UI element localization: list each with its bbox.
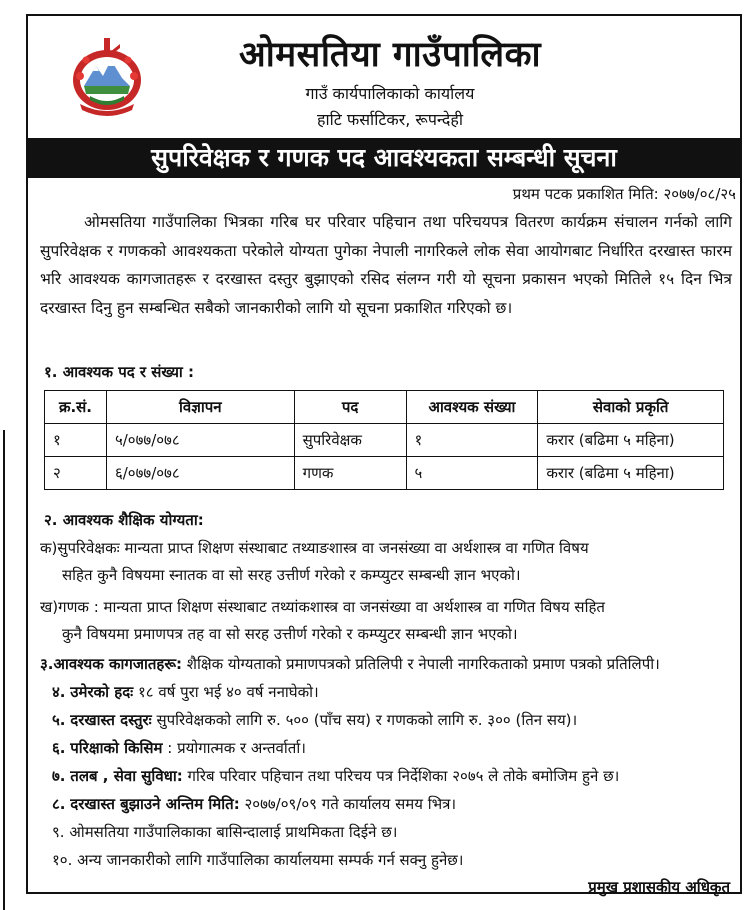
item-label: आवश्यक कागजातहरू: bbox=[53, 655, 183, 673]
page-edge-divider bbox=[3, 430, 5, 910]
item-text: सुपरिवेक्षकको लागि रु. ५०० (पाँच सय) र गणकको लागि रु. ३०० (तिन सय)। bbox=[151, 711, 578, 729]
notice-title-banner: सुपरिवेक्षक र गणक पद आवश्यकता सम्बन्धी सूचना bbox=[26, 138, 742, 178]
item-label: परिक्षाको किसिम bbox=[70, 739, 163, 757]
intro-text: ओमसतिया गाउँपालिका भित्रका गरिब घर परिवार पहिचान तथा परिचयपत्र वितरण कार्यक्रम संचालन गर्नको लागि सुपरिवेक्षक र गणकको आवश्यकता परेकोले योग्यता पुगेका नेपाली नागरिकले लोक सेवा आयोगबाट निर्धारित दरखास्त फारम भरि आवश्यक कागजातहरू र दरखास्त दस्तुर बुझाएको रसिद संलग्न गरी यो सूचना प्रकासन भएको मितिले १५ दिन भित्र दरखास्त दिनु हुन सम्बन्धित सबैको जानकारीको लागि यो सूचना प्रकाशित गरिएको छ। bbox=[40, 213, 732, 317]
item-text: २०७७/०९/०९ गते कार्यालय समय भित्र। bbox=[239, 795, 457, 813]
item-label: दरखास्त दस्तुरः bbox=[70, 711, 152, 729]
item-text: अन्य जानकारीको लागि गाउँपालिका कार्यालयमा सम्पर्क गर्न सक्नु हुनेछ। bbox=[77, 851, 464, 869]
office-address: हाटि फर्साटिकर, रूपन्देही bbox=[316, 110, 464, 129]
list-item bbox=[40, 654, 730, 674]
col-header-service-type: सेवाको प्रकृति bbox=[538, 391, 724, 424]
qualification-label: क) bbox=[40, 539, 58, 557]
cell-service-type: करार (बढिमा ५ महिना) bbox=[538, 457, 724, 490]
list-item bbox=[52, 850, 742, 870]
item-text: गरिब परिवार पहिचान तथा परिचय पत्र निर्देशिका २०७५ ले तोके बमोजिम हुने छ। bbox=[182, 767, 620, 785]
nepal-emblem-icon bbox=[70, 34, 144, 118]
item-label: तलब , सेवा सुविधा: bbox=[70, 767, 183, 785]
intro-paragraph bbox=[40, 208, 732, 322]
qualification-line: सहित कुनै विषयमा स्नातक वा सो सरह उत्तीर्ण गरेको र कम्प्युटर सम्बन्धी ज्ञान भएको। bbox=[62, 566, 521, 584]
cell-serial: १ bbox=[45, 424, 107, 457]
item-label: दरखास्त बुझाउने अन्तिम मिति: bbox=[70, 795, 240, 813]
cell-required-count: ५ bbox=[406, 457, 538, 490]
list-item bbox=[52, 682, 742, 702]
cell-required-count: १ bbox=[406, 424, 538, 457]
list-item bbox=[52, 738, 742, 758]
item-text: १८ वर्ष पुरा भई ४० वर्ष ननाघेको। bbox=[133, 683, 319, 701]
list-item bbox=[52, 794, 742, 814]
col-header-post: पद bbox=[294, 391, 406, 424]
cell-advertisement: ६/०७७/०७८ bbox=[106, 457, 294, 490]
cell-service-type: करार (बढिमा ५ महिना) bbox=[538, 424, 724, 457]
list-item bbox=[52, 822, 742, 842]
posts-table bbox=[44, 390, 724, 490]
qualification-line: कुनै विषयमा प्रमाणपत्र तह वा सो सरह उत्तीर्ण गरेको र कम्प्युटर सम्बन्धी ज्ञान भएको। bbox=[62, 625, 518, 643]
item-number: ७. bbox=[52, 767, 66, 785]
publish-date: प्रथम पटक प्रकाशित मिति: २०७७/०८/२५ bbox=[512, 185, 736, 203]
item-number: १०. bbox=[52, 851, 73, 869]
qualification-line: सुपरिवेक्षकः मान्यता प्राप्त शिक्षण संस्थाबाट तथ्याङशास्त्र वा जनसंख्या वा अर्थशास्त्र वा गणित विषय bbox=[57, 539, 589, 557]
section-qualification-heading: २. आवश्यक शैक्षिक योग्यता: bbox=[44, 511, 204, 529]
item-text: ओमसतिया गाउँपालिकाका बासिन्दालाई प्राथमिकता दिईने छ। bbox=[69, 823, 398, 841]
item-number: ४. bbox=[52, 683, 66, 701]
qualification-line: गणक : मान्यता प्राप्त शिक्षण संस्थाबाट तथ्यांकशास्त्र वा जनसंख्या वा अर्थशास्त्र वा गणित विषय सहित bbox=[58, 598, 605, 616]
table-header-row bbox=[45, 391, 724, 424]
item-number: ६. bbox=[52, 739, 66, 757]
list-item bbox=[52, 710, 742, 730]
col-header-advertisement: विज्ञापन bbox=[106, 391, 294, 424]
col-header-required-count: आवश्यक संख्या bbox=[406, 391, 538, 424]
cell-post: सुपरिवेक्षक bbox=[294, 424, 406, 457]
office-name: गाउँ कार्यपालिकाको कार्यालय bbox=[305, 84, 475, 103]
col-header-serial: क्र.सं. bbox=[45, 391, 107, 424]
signatory-title: प्रमुख प्रशासकीय अधिकृत bbox=[588, 878, 730, 896]
item-text: : प्रयोगात्मक र अन्तर्वार्ता। bbox=[162, 739, 306, 757]
cell-post: गणक bbox=[294, 457, 406, 490]
item-number: ९. bbox=[52, 823, 65, 841]
list-item bbox=[52, 766, 742, 786]
qualification-enumerator bbox=[40, 594, 730, 648]
item-number: ८. bbox=[52, 795, 66, 813]
table-row bbox=[45, 424, 724, 457]
section-posts-heading: १. आवश्यक पद र संख्या : bbox=[44, 363, 194, 381]
item-label: उमेरको हदः bbox=[70, 683, 134, 701]
item-number: ५. bbox=[52, 711, 66, 729]
item-number: ३. bbox=[40, 655, 54, 673]
item-text: शैक्षिक योग्यताको प्रमाणपत्रको प्रतिलिपी र नेपाली नागरिकताको प्रमाण पत्रको प्रतिलिपी। bbox=[182, 655, 660, 673]
table-row bbox=[45, 457, 724, 490]
qualification-supervisor bbox=[40, 535, 730, 589]
cell-advertisement: ५/०७७/०७८ bbox=[106, 424, 294, 457]
cell-serial: २ bbox=[45, 457, 107, 490]
org-title: ओमसतिया गाउँपालिका bbox=[238, 35, 542, 75]
qualification-label: ख) bbox=[40, 598, 59, 616]
